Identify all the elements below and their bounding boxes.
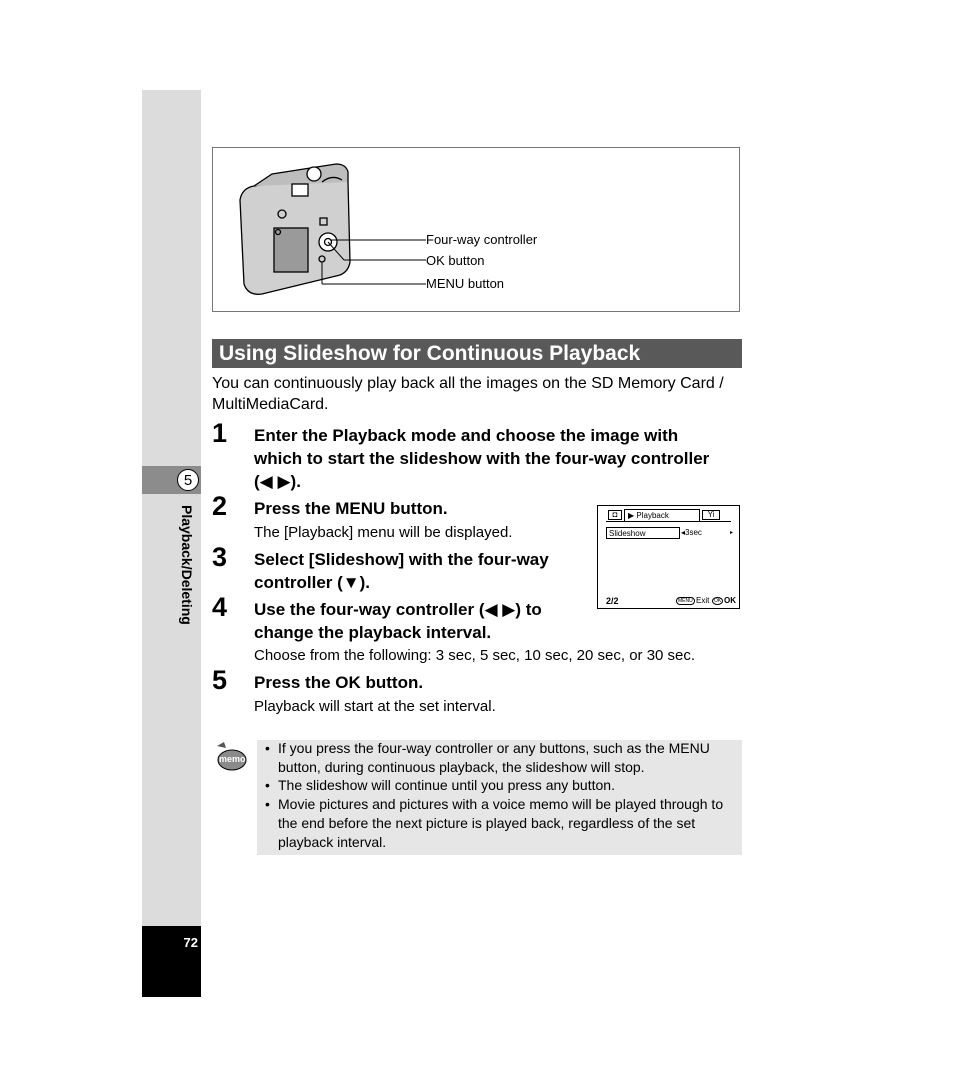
step-number: 3 <box>212 542 228 572</box>
menu-key-icon: MENU <box>678 598 693 604</box>
step-number: 1 <box>212 418 228 448</box>
step-number: 2 <box>212 491 228 521</box>
memo-item: The slideshow will continue until you press any button. <box>278 777 615 793</box>
callout-four-way-controller: Four-way controller <box>426 232 538 247</box>
step-heading: Select [Slideshow] with the four-way controller (▼). <box>254 550 549 592</box>
section-title: Using Slideshow for Continuous Playback <box>212 339 742 368</box>
step-body: Choose from the following: 3 sec, 5 sec, 10 sec, 20 sec, or 30 sec. <box>254 647 696 664</box>
intro-text: You can continuously play back all the images on the SD Memory Card / MultiMediaCard. <box>212 375 724 413</box>
step-heading: Press the OK button. <box>254 673 424 692</box>
ok-key-icon: OK <box>714 598 722 604</box>
step-heading: Enter the Playback mode and choose the image with which to start the slideshow with the four-way controller (◀ ▶). <box>254 426 710 491</box>
bullet: • <box>265 796 270 812</box>
lcd-exit-label: Exit <box>696 596 710 605</box>
memo-item: If you press the four-way controller or any buttons, such as the MENU button, during continuous playback, the slideshow will stop. <box>278 740 710 775</box>
right-arrow-icon: ▸ <box>730 530 734 536</box>
callout-menu-button: MENU button <box>426 276 505 291</box>
callout-ok-button: OK button <box>426 253 485 268</box>
memo-icon-label: memo <box>219 754 246 764</box>
bullet: • <box>265 777 270 793</box>
step-body: Playback will start at the set interval. <box>254 698 496 715</box>
step-number: 5 <box>212 665 228 695</box>
lcd-playback-tab <box>624 509 700 521</box>
bullet: • <box>265 740 270 756</box>
lcd-menu-screen <box>597 505 740 609</box>
step-heading: Use the four-way controller (◀ ▶) to change the playback interval. <box>254 600 542 642</box>
chapter-label-wrap <box>177 505 197 650</box>
step-heading: Press the MENU button. <box>254 499 448 518</box>
play-icon: ▶ <box>628 511 637 520</box>
lcd-page-indicator: 2/2 <box>606 596 619 606</box>
chapter-label: Playback/Deleting <box>179 505 195 625</box>
lcd-ok-label: OK <box>724 596 736 605</box>
lcd-interval-value: ◂3sec <box>681 528 702 537</box>
page-number: 72 <box>183 935 198 950</box>
lcd-tab-label: Playback <box>636 511 669 520</box>
step-body: The [Playback] menu will be displayed. <box>254 524 513 541</box>
lcd-slideshow-item: Slideshow <box>606 527 680 539</box>
camera-icon: ◘ <box>608 510 622 520</box>
memo-icon <box>214 740 248 774</box>
step-number: 4 <box>212 592 228 622</box>
camera-illustration <box>232 162 432 302</box>
memo-item: Movie pictures and pictures with a voice memo will be played through to the end before the next picture is played back, regardless of the set playback interval. <box>278 796 724 850</box>
setup-icon: Yi <box>702 510 720 520</box>
chapter-number: 5 <box>177 469 199 491</box>
